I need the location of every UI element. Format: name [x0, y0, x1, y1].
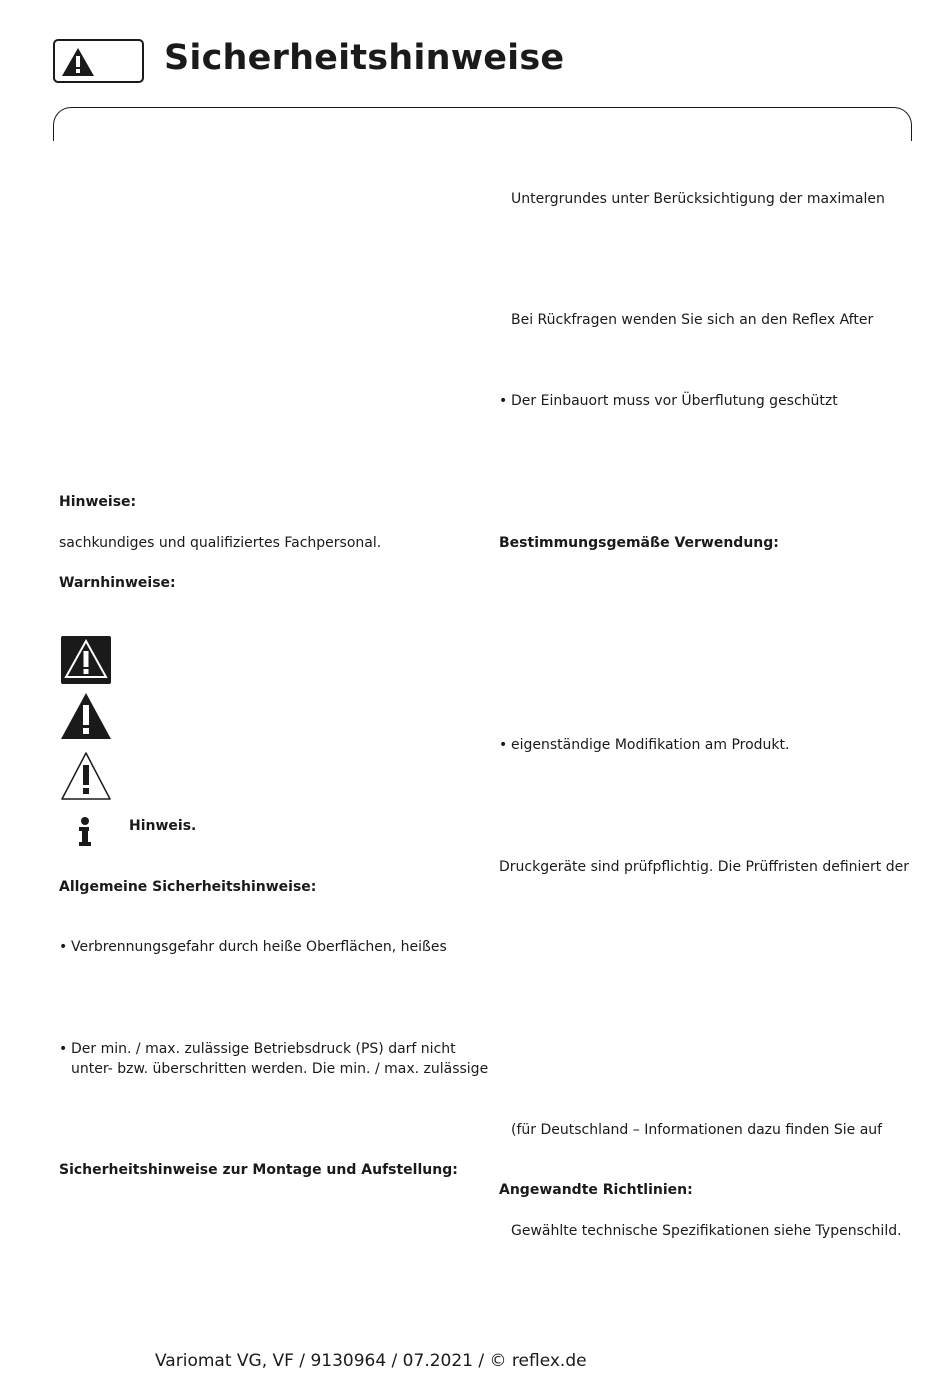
bullet-dot: •: [59, 1041, 68, 1057]
allgemeine-heading: Allgemeine Sicherheitshinweise:: [59, 879, 317, 895]
hinweise-text: sachkundiges und qualifiziertes Fachpersonal.: [59, 535, 382, 551]
bullet-dot: •: [59, 939, 68, 955]
untergrund-text: Untergrundes unter Berücksichtigung der maximalen: [511, 191, 885, 207]
hinweise-heading: Hinweise:: [59, 494, 137, 510]
bullet-text: Der min. / max. zulässige Betriebsdruck (PS) darf nicht: [71, 1041, 456, 1057]
info-label: Hinweis.: [129, 818, 197, 834]
bullet-text: Der Einbauort muss vor Überflutung geschützt: [511, 393, 838, 409]
bullet-text: Verbrennungsgefahr durch heiße Oberflächen, heißes: [71, 939, 447, 955]
montage-heading: Sicherheitshinweise zur Montage und Aufstellung:: [59, 1162, 458, 1178]
footer-text: Variomat VG, VF / 9130964 / 07.2021 / © reflex.de: [155, 1351, 587, 1371]
danger-boxed-triangle-icon: [60, 635, 112, 685]
bullet-text: eigenständige Modifikation am Produkt.: [511, 737, 790, 753]
bullet-dot: •: [499, 737, 508, 753]
rueckfragen-text: Bei Rückfragen wenden Sie sich an den Reflex After: [511, 312, 874, 328]
header-warning-box: [53, 39, 144, 83]
page-title: Sicherheitshinweise: [164, 38, 565, 78]
bullet-dot: •: [499, 393, 508, 409]
bullet-text-continued: unter- bzw. überschritten werden. Die min. / max. zulässige: [71, 1061, 489, 1077]
druckgeraete-text: Druckgeräte sind prüfpflichtig. Die Prüffristen definiert der: [499, 859, 909, 875]
info-icon: [78, 817, 92, 847]
warning-filled-triangle-icon: [60, 692, 112, 740]
content-frame: [53, 107, 912, 141]
verwendung-heading: Bestimmungsgemäße Verwendung:: [499, 535, 779, 551]
richtlinien-heading: Angewandte Richtlinien:: [499, 1182, 693, 1198]
deutschland-text: (für Deutschland – Informationen dazu finden Sie auf: [511, 1122, 883, 1138]
caution-outline-triangle-icon: [60, 751, 112, 801]
warning-triangle-icon: [60, 46, 96, 78]
warnhinweise-heading: Warnhinweise:: [59, 575, 176, 591]
spezifikationen-text: Gewählte technische Spezifikationen siehe Typenschild.: [511, 1223, 902, 1239]
